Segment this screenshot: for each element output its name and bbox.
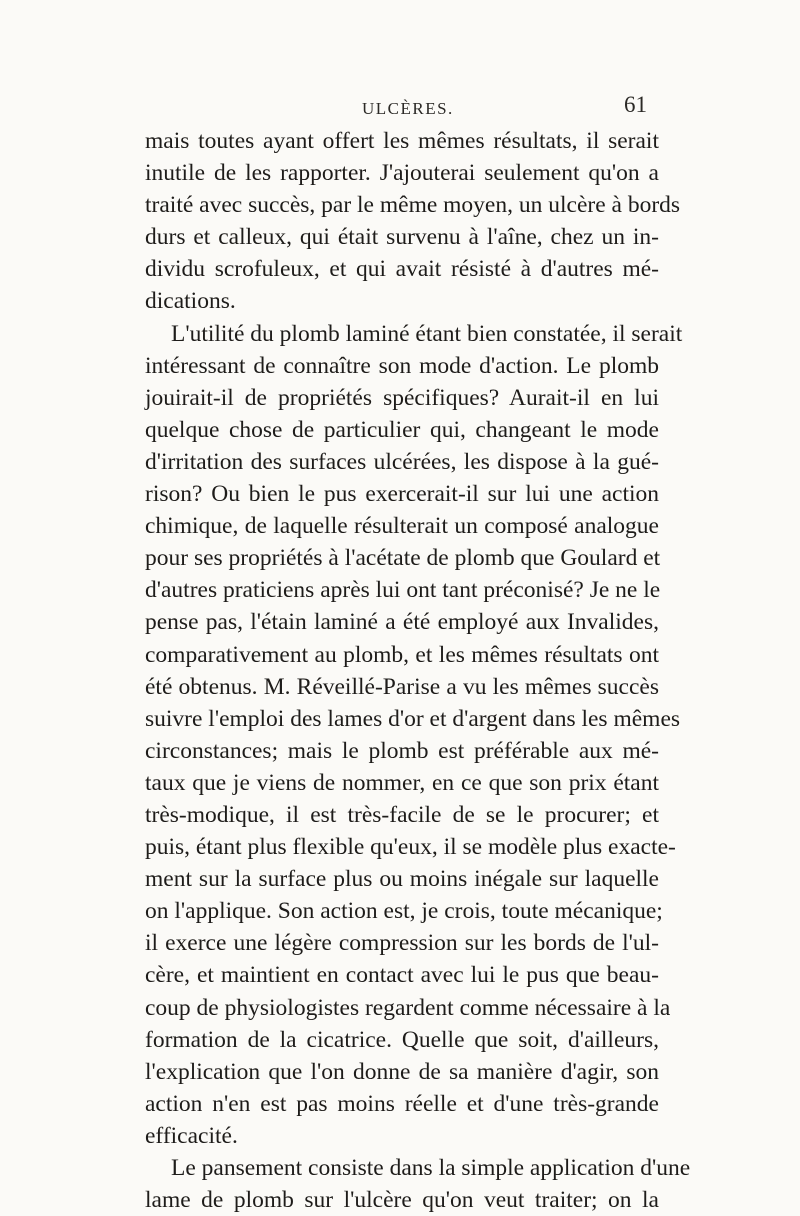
text-line: on l'applique. Son action est, je crois, toute mécanique; [145,898,663,925]
text-line: cère, et maintient en contact avec lui le pus que beau- [145,962,659,989]
text-line: L'utilité du plomb laminé étant bien constatée, il serait [171,320,683,347]
text-line: jouirait-il de propriétés spécifiques? Aurait-il en lui [145,384,659,411]
text-line: taux que je viens de nommer, en ce que son prix étant [145,769,659,796]
text-line: traité avec succès, par le même moyen, un ulcère à bords [145,192,681,219]
text-line: pour ses propriétés à l'acétate de plomb que Goulard et [145,545,661,572]
text-line: dications. [145,288,236,315]
text-line: comparativement au plomb, et les mêmes résultats ont [145,641,659,668]
text-line: d'autres praticiens après lui ont tant préconisé? Je ne le [145,577,661,604]
text-line: durs et calleux, qui était survenu à l'aîne, chez un in- [145,224,659,251]
text-line: rison? Ou bien le pus exercerait-il sur lui une action [145,481,659,508]
text-line: d'irritation des surfaces ulcérées, les dispose à la gué- [145,448,659,475]
text-line: il exerce une légère compression sur les bords de l'ul- [145,930,659,957]
text-line: intéressant de connaître son mode d'action. Le plomb [145,352,659,379]
text-line: très-modique, il est très-facile de se le procurer; et [145,801,659,828]
text-line: pense pas, l'étain laminé a été employé aux Invalides, [145,609,659,636]
text-line: été obtenus. M. Réveillé-Parise a vu les mêmes succès [145,673,659,700]
text-line: dividu scrofuleux, et qui avait résisté à d'autres mé- [145,256,659,283]
text-line: mais toutes ayant offert les mêmes résultats, il serait [145,128,659,154]
page-number: 61 [624,92,647,117]
text-line: suivre l'emploi des lames d'or et d'argent dans les mêmes [145,705,681,732]
text-line: lame de plomb sur l'ulcère qu'on veut traiter; on la [145,1187,659,1214]
text-line: formation de la cicatrice. Quelle que soit, d'ailleurs, [145,1026,659,1053]
body-text [145,125,691,1216]
text-line: puis, étant plus flexible qu'eux, il se modèle plus exacte- [145,834,676,861]
text-line: circonstances; mais le plomb est préférable aux mé- [145,737,659,764]
text-line: efficacité. [145,1122,238,1149]
text-line: inutile de les rapporter. J'ajouterai seulement qu'on a [145,160,659,187]
text-line: l'explication que l'on donne de sa manière d'agir, son [145,1058,659,1085]
text-line: chimique, de laquelle résulterait un composé analogue [145,513,659,540]
running-title: ULCÈRES. [362,99,454,118]
text-line: ment sur la surface plus ou moins inégale sur laquelle [145,866,659,893]
text-line: quelque chose de particulier qui, changeant le mode [145,416,659,443]
text-line: Le pansement consiste dans la simple application d'une [171,1155,691,1181]
text-line: action n'en est pas moins réelle et d'une très-grande [145,1090,659,1117]
text-line: coup de physiologistes regardent comme nécessaire à la [145,994,671,1021]
